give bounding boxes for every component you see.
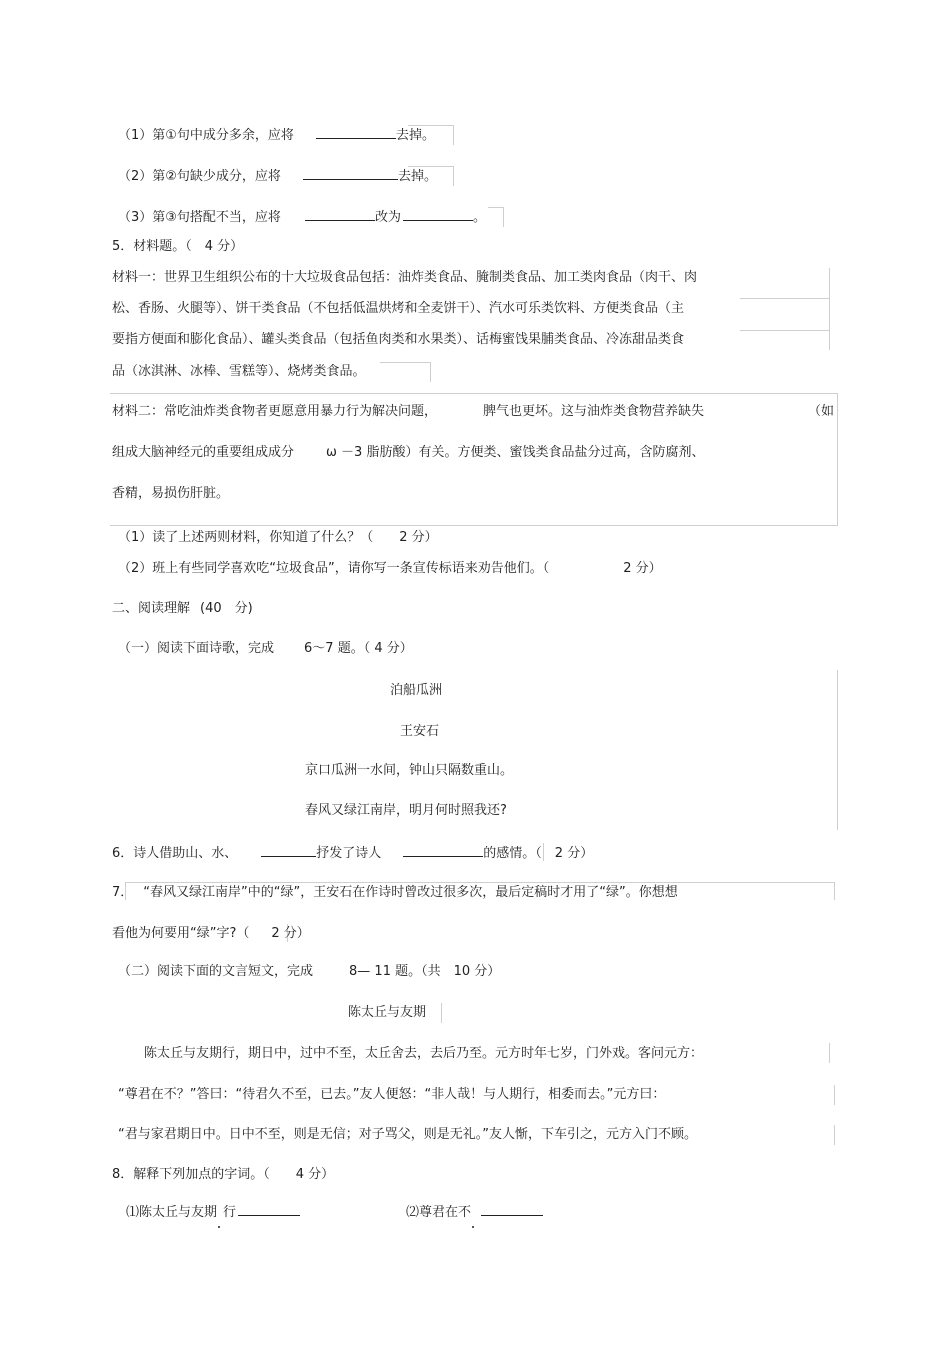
section-heading (112, 600, 253, 618)
q7-line-2 (112, 925, 310, 943)
border-line (834, 1085, 835, 1105)
material2-line (112, 403, 834, 421)
q4-item-1-text: （1）第①句中成分多余，应将 (118, 128, 294, 143)
material1-line: 松、香肠、火腿等）、饼干类食品（不包括低温烘烤和全麦饼干）、汽水可乐类饮料、方便类食品（主 (112, 301, 685, 316)
classical-title: 陈太丘与友期 (348, 1005, 427, 1020)
material2-text: （如 (807, 404, 834, 419)
border-line (829, 268, 830, 350)
border-line (110, 525, 838, 526)
q5-heading: 5．材料题。（ 4 分） (112, 239, 244, 254)
classical-line: “君与家君期日中。日中不至，则是无信；对子骂父，则是无礼。”友人惭，下车引之，元方入门不顾。 (118, 1127, 697, 1142)
q4-item-3-text: （3）第③句搭配不当，应将 (118, 210, 281, 225)
answer-blank[interactable] (403, 843, 483, 857)
q7-text: “春风又绿江南岸”中的“绿”，王安石在作诗时曾改过很多次，最后定稿时才用了“绿”。你想想 (143, 885, 678, 900)
material2-text: 材料二：常吃油炸类食物者更愿意用暴力行为解决问题， (112, 404, 438, 419)
section-heading-text: 二、阅读理解 (112, 601, 191, 616)
border-line (441, 1003, 442, 1023)
q6-mid: 抒发了诗人 (316, 846, 382, 861)
border-line (740, 330, 830, 331)
answer-blank[interactable] (403, 207, 473, 221)
poem-author: 王安石 (400, 724, 440, 739)
part-2-range: 8— 11 题。（共 10 分） (349, 964, 501, 979)
border-line (453, 166, 454, 186)
part-2-text: （二）阅读下面的文言短文，完成 (118, 964, 314, 979)
answer-blank[interactable] (261, 843, 316, 857)
material1-line: 品（冰淇淋、冰棒、雪糕等）、烧烤类食品。 (112, 364, 366, 379)
poem-line: 春风又绿江南岸，明月何时照我还? (305, 803, 507, 818)
material2-text: 香精，易损伤肝脏。 (112, 486, 230, 501)
q8-item-1 (126, 1202, 300, 1222)
material2-text: 脾气也更坏。这与油炸类食物营养缺失 (483, 404, 705, 419)
border-line (380, 362, 431, 363)
q5-sub-2-text: （2）班上有些同学喜欢吃“垃圾食品”，请你写一条宣传标语来劝告他们。（ (118, 561, 550, 576)
answer-blank[interactable] (316, 125, 396, 139)
q5-sub-2-points: 2 分） (623, 561, 662, 576)
border-line (837, 670, 838, 830)
border-line (740, 298, 830, 299)
classical-line: 陈太丘与友期行，期日中，过中不至，太丘舍去，去后乃至。元方时年七岁，门外戏。客问元方： (144, 1046, 704, 1061)
border-line (125, 882, 835, 883)
border-line (834, 1125, 835, 1145)
q4-item-2-text: （2）第②句缺少成分，应将 (118, 169, 281, 184)
border-line (110, 393, 838, 394)
q8-heading: 8．解释下列加点的字词。（ 4 分） (112, 1167, 335, 1182)
q4-item-3 (118, 207, 486, 227)
q7-number: 7． (112, 885, 134, 900)
q6 (112, 843, 593, 863)
material1-line: 要指方便面和膨化食品）、罐头类食品（包括鱼肉类和水果类）、话梅蜜饯果脯类食品、冷冻甜品类食 (112, 332, 685, 347)
poem-title: 泊船瓜洲 (390, 683, 443, 698)
q6-text: 6．诗人借助山、水、 (112, 846, 238, 861)
q4-item-2 (118, 166, 437, 186)
material1-line: 材料一：世界卫生组织公布的十大垃圾食品包括：油炸类食品、腌制类食品、加工类肉食品（肉干、肉 (112, 270, 698, 285)
part-1-heading (118, 640, 413, 658)
material2-text: 组成大脑神经元的重要组成成分 (112, 445, 295, 460)
part-1-range: 6～7 题。（ 4 分） (304, 641, 413, 656)
material2-line (112, 444, 704, 462)
border-line (430, 362, 431, 382)
section-heading-points: (40 分) (200, 601, 253, 616)
material2-line (112, 485, 229, 503)
q8-item-1-text: ⑴陈太丘与友期 (126, 1205, 218, 1220)
q4-item-3-suffix: 。 (472, 210, 486, 225)
poem-line: 京口瓜洲一水间，钟山只隔数重山。 (305, 763, 514, 778)
material2-text: ω －3 脂肪酸）有关。方便类、蜜饯类食品盐分过高，含防腐剂、 (326, 445, 705, 460)
q4-item-1 (118, 125, 435, 145)
part-2-heading (118, 963, 500, 981)
q4-item-2-suffix: 去掉。 (397, 169, 437, 184)
classical-line: “尊君在不？”答曰：“待君久不至，已去。”友人便怒：“非人哉！与人期行，相委而去。”元方曰： (118, 1087, 666, 1102)
border-line (488, 207, 504, 208)
q7-points: 2 分） (271, 926, 310, 941)
answer-blank[interactable] (303, 166, 398, 180)
q7-text: 看他为何要用“绿”字?（ (112, 926, 250, 941)
q5-sub-2 (118, 560, 662, 578)
border-line (829, 1043, 830, 1063)
q8-item-1-char: 行 (223, 1205, 237, 1220)
answer-blank[interactable] (238, 1202, 300, 1216)
border-line (834, 882, 835, 900)
q8-item-2 (406, 1202, 543, 1222)
part-1-text: （一）阅读下面诗歌，完成 (118, 641, 275, 656)
q7-line-1 (112, 884, 678, 902)
border-line (837, 393, 838, 525)
q4-item-3-mid: 改为 (374, 210, 401, 225)
answer-blank[interactable] (305, 207, 375, 221)
q5-sub-1: （1）读了上述两则材料，你知道了什么？（ 2 分） (118, 530, 438, 545)
border-line (503, 207, 504, 227)
answer-blank[interactable] (481, 1202, 543, 1216)
q6-suffix: 的感情。（ 2 分） (483, 846, 594, 861)
border-line (453, 125, 454, 145)
q8-item-2-text: ⑵尊君在不 (406, 1205, 472, 1220)
q4-item-1-suffix: 去掉。 (395, 128, 435, 143)
